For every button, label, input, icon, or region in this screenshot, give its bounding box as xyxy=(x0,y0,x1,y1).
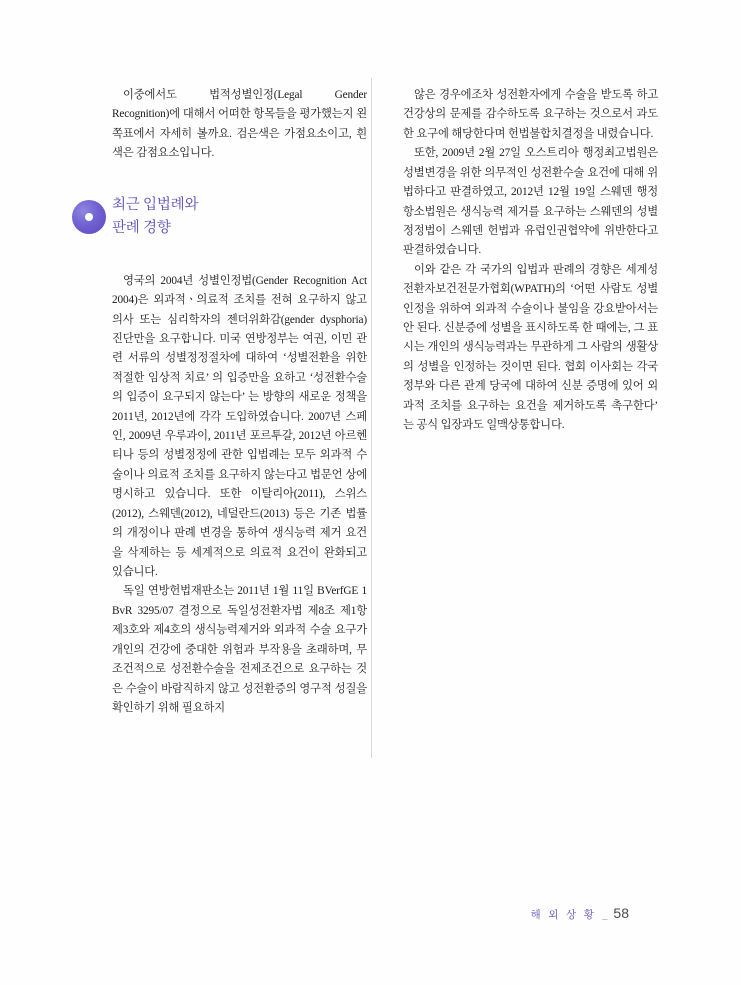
paragraph-left-1: 영국의 2004년 성별인정법(Gender Recognition Act 2004)은 외과적ㆍ의료적 조치를 전혀 요구하지 않고 의사 또는 심리학자의 젠더위화감(gender dysphoria) 진단만을 요구합니다. 미국 연방정부는 여권, 이민 관련 서류의 성별정정절차에 대하여 ‘성별전환을 위한 적절한 임상적 치료’ 의 입증만을 요하고 ‘성전환수술의 입증이 요구되지 않는다’ 는 방향의 새로운 정책을 2011년, 2012년에 각각 도입하였습니다. 2007년 스페인, 2009년 우루과이, 2011년 포르투갈, 2012년 아르헨티나 등의 성별정정에 관한 입법례는 모두 외과적 수술이나 의료적 조치를 요구하지 않는다고 법문언 상에 명시하고 있습니다. 또한 이탈리아(2011), 스위스(2012), 스웨덴(2012), 네덜란드(2013) 등은 기존 법률의 개정이나 판례 변경을 통하여 생식능력 제거 요건을 삭제하는 등 세계적으로 의료적 요건이 완화되고 있습니다. xyxy=(112,274,367,579)
page-footer xyxy=(0,905,741,929)
page-number: 58 xyxy=(613,905,629,921)
footer-inner xyxy=(530,905,629,922)
paragraph-intro: 이중에서도 법적성별인정(Legal Gender Recognition)에 대해서 어떠한 항목들을 평가했는지 왼쪽표에서 자세히 볼까요. 검은색은 가점요소이고, 흰 색은 감점요소입니다. xyxy=(112,89,367,160)
paragraph-left-2: 독일 연방헌법재판소는 2011년 1월 11일 BVerfGE 1 BvR 3295/07 결정으로 독일성전환자법 제8조 제1항 제3호와 제4호의 생식능력제거와 외과적 수술 요구가 개인의 건강에 중대한 위험과 부작용을 초래하며, 무조건적으로 성전환수술을 전제조건으로 요구하는 것은 수술이 바람직하지 않고 성전환증의 영구적 성질을 확인하기 위해 필요하지 xyxy=(112,585,367,714)
section-title-line-2: 판례 경향 xyxy=(112,220,171,237)
section-title-line-1: 최근 입법례와 xyxy=(112,196,199,213)
section-title xyxy=(112,194,367,241)
footer-section-label: 해 외 상 황 xyxy=(530,910,597,921)
left-column xyxy=(112,86,367,718)
paragraph-right-1: 않은 경우에조차 성전환자에게 수술을 받도록 하고 건강상의 문제를 감수하도록 요구하는 것으로서 과도한 요구에 해당한다며 헌법불합치결정을 내렸습니다. xyxy=(403,89,658,140)
circle-bullet-icon xyxy=(72,200,106,234)
paragraph-right-3: 이와 같은 각 국가의 입법과 판례의 경향은 세계성전환자보건전문가협회(WPATH)의 ‘어떤 사람도 성별 인정을 위하여 외과적 수술이나 불임을 강요받아서는 안 된다. 신분증에 성별을 표시하도록 한 때에는, 그 표시는 개인의 생식능력과는 무관하게 그 사람의 생활상의 성별을 인정하는 것이면 된다. 협회 이사회는 각국 정부와 다른 관계 당국에 대하여 신분 증명에 있어 외과적 조치를 요구하는 요건을 제거하도록 촉구한다’ 는 공식 입장과도 일맥상통합니다. xyxy=(403,263,658,432)
column-divider xyxy=(371,78,372,758)
footer-separator: _ xyxy=(602,910,608,921)
paragraph-right-2: 또한, 2009년 2월 27일 오스트리아 행정최고법원은 성별변경을 위한 의무적인 성전환수술 요건에 대해 위법하다고 판결하였고, 2012년 12월 19일 스웨덴 행정항소법원은 생식능력 제거를 요구하는 스웨덴의 성별정정법이 스웨덴 헌법과 유럽인권협약에 위반한다고 판결하였습니다. xyxy=(403,147,658,257)
right-column xyxy=(403,86,658,436)
section-heading xyxy=(112,194,367,246)
